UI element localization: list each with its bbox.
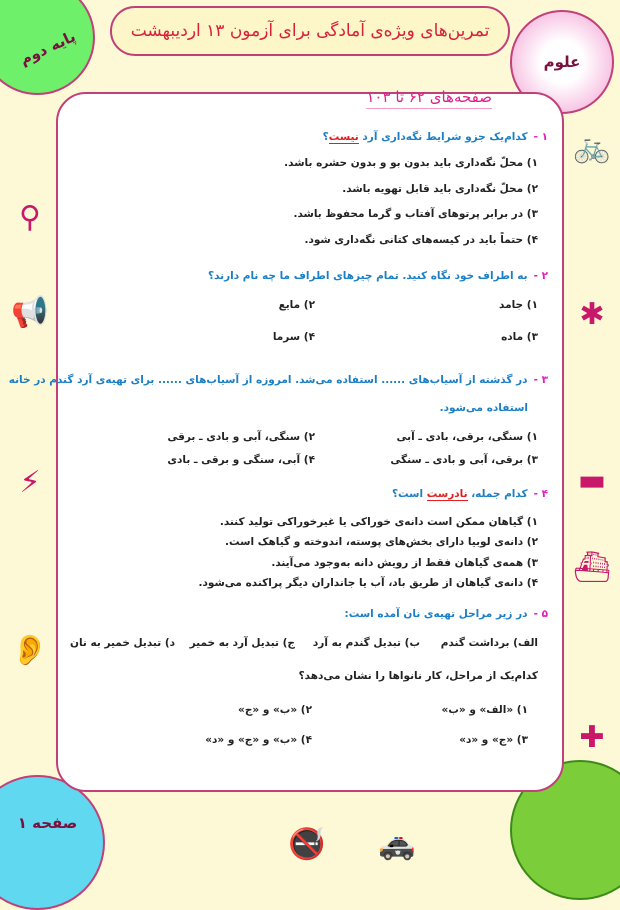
question-3: [9, 374, 548, 386]
q5-subquestion: کدام‌یک از مراحل، کار نانواها را نشان می‌دهد؟: [298, 670, 538, 682]
q2-option-1[interactable]: ۱) جامد: [499, 299, 538, 311]
question-2: [208, 270, 548, 282]
q-number: ۳ -: [533, 374, 548, 386]
question-3-cont: استفاده می‌شود.: [439, 402, 528, 414]
q5-option-4[interactable]: ۴) «ب» و «ج» و «د»: [205, 734, 312, 746]
q-highlight: نادرست: [426, 488, 468, 500]
q5-option-3[interactable]: ۳) «ج» و «د»: [459, 734, 528, 746]
q-text: کدام‌یک جزو شرایط نگه‌داری آرد: [362, 131, 528, 143]
q5-option-2[interactable]: ۲) «ب» و «ج»: [238, 704, 312, 716]
page-range: صفحه‌های ۶۲ تا ۱۰۳: [366, 88, 492, 109]
q1-option-1[interactable]: ۱) محلّ نگه‌داری باید بدون بو و بدون حشره باشد.: [284, 157, 538, 169]
q-end: ؟: [322, 131, 329, 143]
page-label: صفحه ۱: [17, 813, 78, 832]
q1-option-4[interactable]: ۴) حتماً باید در کیسه‌های کتانی نگه‌داری شود.: [304, 234, 538, 246]
q-number: ۴ -: [533, 488, 548, 500]
q1-option-3[interactable]: ۳) در برابر پرتوهای آفتاب و گرما محفوظ باشد.: [293, 208, 538, 220]
boat-icon: ⛴: [572, 549, 612, 585]
q-text: کدام جمله،: [471, 488, 528, 500]
q-text: در گذشته از آسیاب‌های ...... استفاده می‌شد. امروزه از آسیاب‌های ...... برای تهیه‌ی آرد گندم در خانه: [8, 374, 528, 386]
q2-option-2[interactable]: ۲) مایع: [278, 299, 315, 311]
no-smoking-icon: 🚭: [288, 826, 326, 862]
subject-label: علوم: [543, 53, 581, 71]
question-1: [323, 131, 548, 143]
page-badge: [0, 775, 105, 910]
q-text: به اطراف خود نگاه کنید. تمام چیزهای اطراف ما چه نام دارند؟: [208, 270, 528, 282]
sunglasses-icon: ▬: [577, 462, 607, 498]
q3-option-3[interactable]: ۳) برقی، آبی و بادی ـ سنگی: [390, 454, 538, 466]
grade-badge: [0, 0, 95, 95]
q3-option-4[interactable]: ۴) آبی، سنگی و برقی ـ بادی: [167, 454, 315, 466]
q4-option-2[interactable]: ۲) دانه‌ی لوبیا دارای بخش‌های پوسته، اندوخته و گیاهک است.: [225, 536, 538, 548]
q1-option-2[interactable]: ۲) محلّ نگه‌داری باید قابل تهویه باشد.: [342, 183, 538, 195]
q-end: است؟: [391, 488, 427, 500]
q4-option-3[interactable]: ۳) همه‌ی گیاهان فقط از رویش دانه به‌وجود می‌آیند.: [271, 557, 538, 569]
q3-option-2[interactable]: ۲) سنگی، آبی و بادی ـ برقی: [167, 431, 315, 443]
q5-step-1: الف) برداشت گندم: [440, 637, 538, 649]
q-number: ۲ -: [533, 270, 548, 282]
lightning-icon: ⚡: [19, 464, 41, 500]
title-banner: [110, 6, 510, 56]
question-4: [392, 488, 548, 500]
q-text: در زیر مراحل تهیه‌ی نان آمده است:: [344, 608, 528, 620]
police-car-icon: 🚓: [378, 826, 416, 862]
magnifier-icon: ⚲: [19, 199, 41, 235]
bicycle-icon: 🚲: [573, 129, 611, 165]
q5-step-2: ب) تبدیل گندم به آرد: [312, 637, 420, 649]
page-title: تمرین‌های ویژه‌ی آمادگی برای آزمون ۱۳ اردیبهشت: [130, 21, 490, 41]
ambulance-icon: ✚: [579, 719, 605, 755]
q4-option-4[interactable]: ۴) دانه‌ی گیاهان از طریق باد، آب یا جانداران دیگر پراکنده می‌شود.: [198, 577, 538, 589]
ear-icon: 👂: [11, 632, 49, 668]
q2-option-4[interactable]: ۴) سرما: [272, 331, 315, 343]
q3-option-1[interactable]: ۱) سنگی، برقی، بادی ـ آبی: [396, 431, 538, 443]
q5-step-3: ج) تبدیل آرد به خمیر: [189, 637, 295, 649]
q2-option-3[interactable]: ۳) ماده: [501, 331, 538, 343]
grade-label: پایه دوم: [16, 26, 79, 69]
q-highlight: نیست: [328, 131, 359, 143]
question-5: [345, 608, 549, 620]
q-number: ۵ -: [533, 608, 548, 620]
q5-option-1[interactable]: ۱) «الف» و «ب»: [441, 704, 528, 716]
q4-option-1[interactable]: ۱) گیاهان ممکن است دانه‌ی خوراکی یا غیرخوراکی تولید کنند.: [219, 516, 538, 528]
megaphone-icon: 📢: [11, 294, 49, 330]
spider-icon: ✱: [579, 296, 605, 332]
q5-step-4: د) تبدیل خمیر به نان: [70, 637, 175, 649]
q-number: ۱ -: [533, 131, 548, 143]
